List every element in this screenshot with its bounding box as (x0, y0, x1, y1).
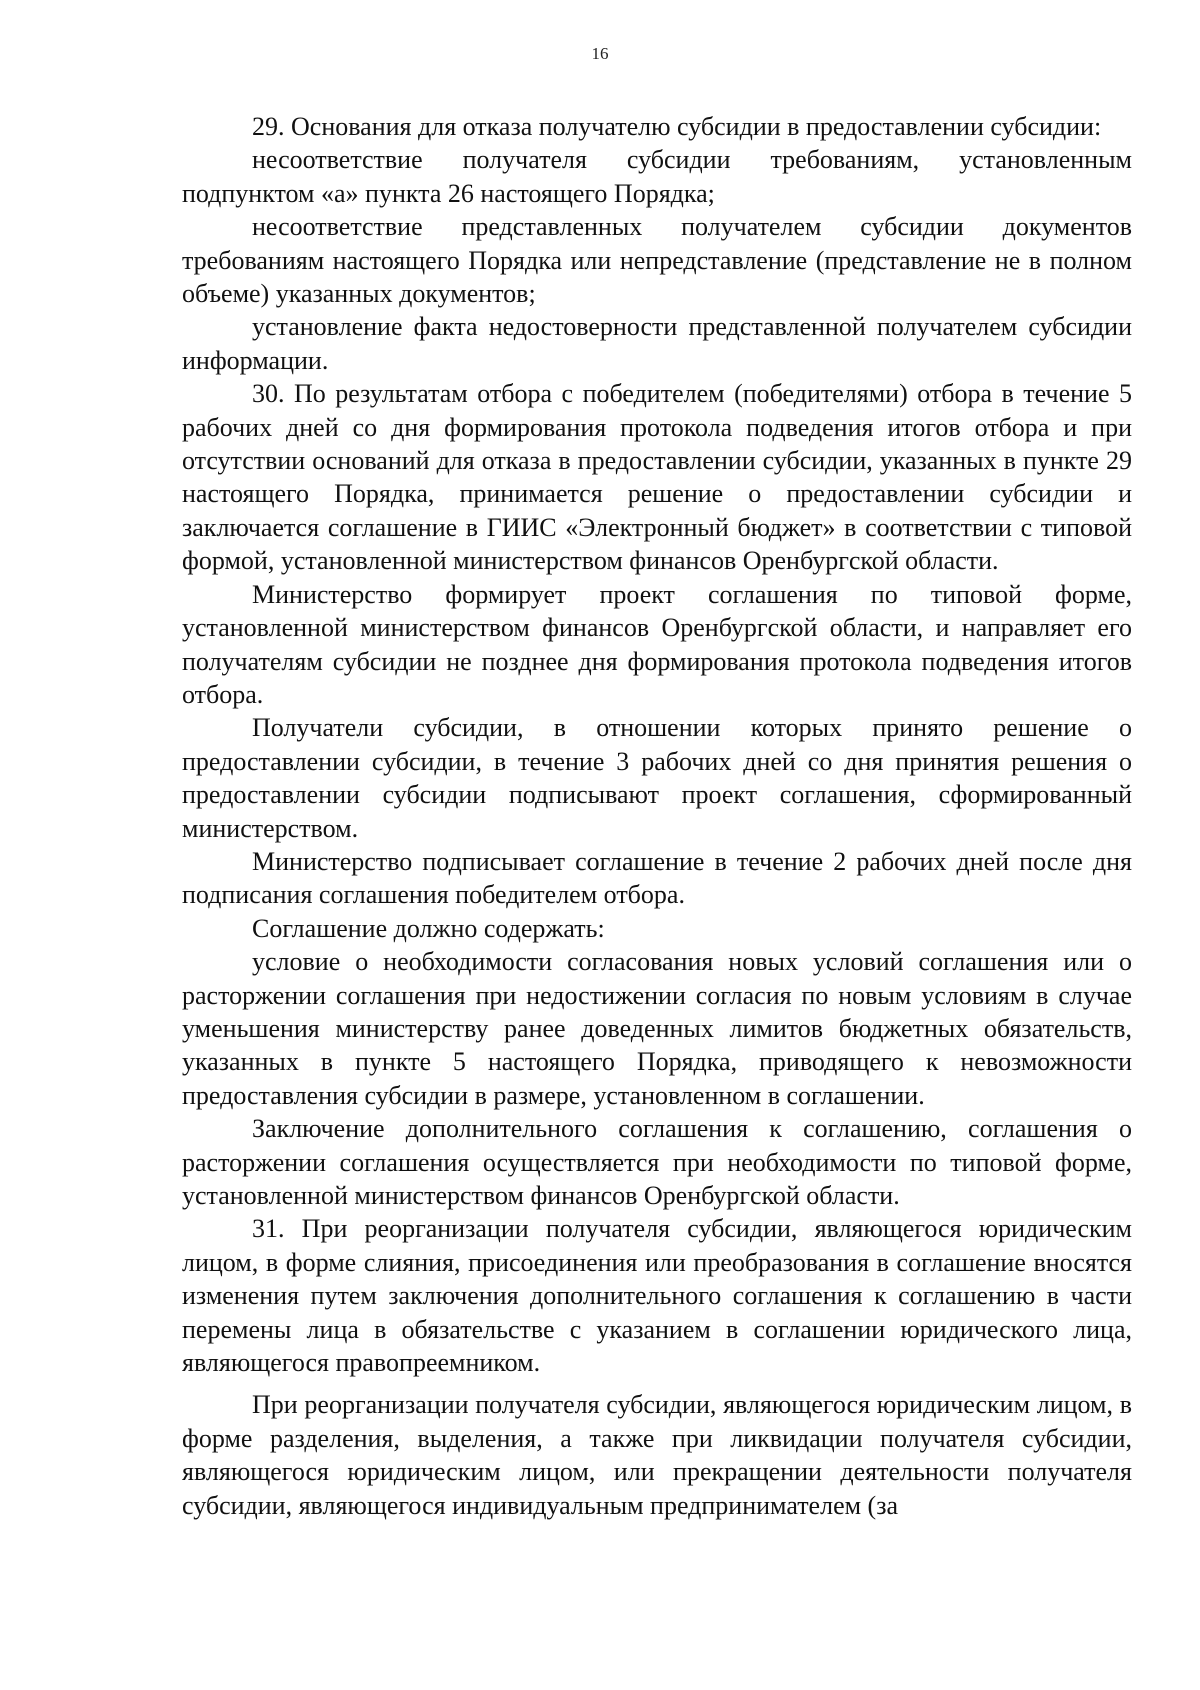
paragraph-31: 31. При реорганизации получателя субсидии, являющегося юридическим лицом, в форме слияния, присоединения или преобразования в соглашение вносятся изменения путем заключения дополнительного соглашения к соглашению в части перемены лица в обязательстве с указанием в соглашении юридического лица, являющегося правопреемником. (182, 1214, 1132, 1378)
paragraph-30-agreement-contents: Соглашение должно содержать: (252, 913, 605, 943)
document-body (182, 110, 1132, 1522)
paragraph-29-heading: 29. Основания для отказа получателю субсидии в предоставлении субсидии: (252, 112, 1102, 141)
paragraph-29-item-1: несоответствие получателя субсидии требованиям, установленным подпунктом «а» пункта 26 настоящего Порядка; (182, 145, 1132, 208)
paragraph-29-item-3: установление факта недостоверности представленной получателем субсидии информации. (182, 312, 1132, 375)
paragraph-30-additional-agreement: Заключение дополнительного соглашения к соглашению, соглашения о расторжении соглашения осуществляется при необходимости по типовой форме, установленной министерством финансов Оренбургской области. (182, 1114, 1132, 1210)
paragraph-30-draft-agreement: Министерство формирует проект соглашения по типовой форме, установленной министерством финансов Оренбургской области, и направляет его получателям субсидии не позднее дня формирования протокола подведения итогов отбора. (182, 579, 1132, 709)
paragraph-30: 30. По результатам отбора с победителем (победителями) отбора в течение 5 рабочих дней со дня формирования протокола подведения итогов отбора и при отсутствии оснований для отказа в предоставлении субсидии, указанных в пункте 29 настоящего Порядка, принимается решение о предоставлении субсидии и заключается соглашение в ГИИС «Электронный бюджет» в соответствии с типовой формой, установленной министерством финансов Оренбургской области. (182, 379, 1132, 576)
paragraph-30-ministry-signs: Министерство подписывает соглашение в течение 2 рабочих дней после дня подписания соглашения победителем отбора. (182, 846, 1132, 910)
paragraph-30-recipients-sign: Получатели субсидии, в отношении которых принято решение о предоставлении субсидии, в течение 3 рабочих дней со дня принятия решения о предоставлении субсидии подписывают проект соглашения, сформированный министерством. (182, 713, 1132, 843)
paragraph-30-condition: условие о необходимости согласования новых условий соглашения или о расторжении соглашения при недостижении согласия по новым условиям в случае уменьшения министерству ранее доведенных лимитов бюджетных обязательств, указанных в пункте 5 настоящего Порядка, приводящего к невозможности предоставления субсидии в размере, установленном в соглашении. (182, 947, 1132, 1110)
paragraph-31-continuation: При реорганизации получателя субсидии, являющегося юридическим лицом, в форме разделения, выделения, а также при ликвидации получателя субсидии, являющегося юридическим лицом, или прекращении деятельности получателя субсидии, являющегося индивидуальным предпринимателем (за (182, 1390, 1132, 1520)
page-number: 16 (591, 44, 609, 63)
paragraph-29-item-2: несоответствие представленных получателем субсидии документов требованиям настоящего Порядка или непредставление (представление не в полном объеме) указанных документов; (182, 212, 1132, 309)
